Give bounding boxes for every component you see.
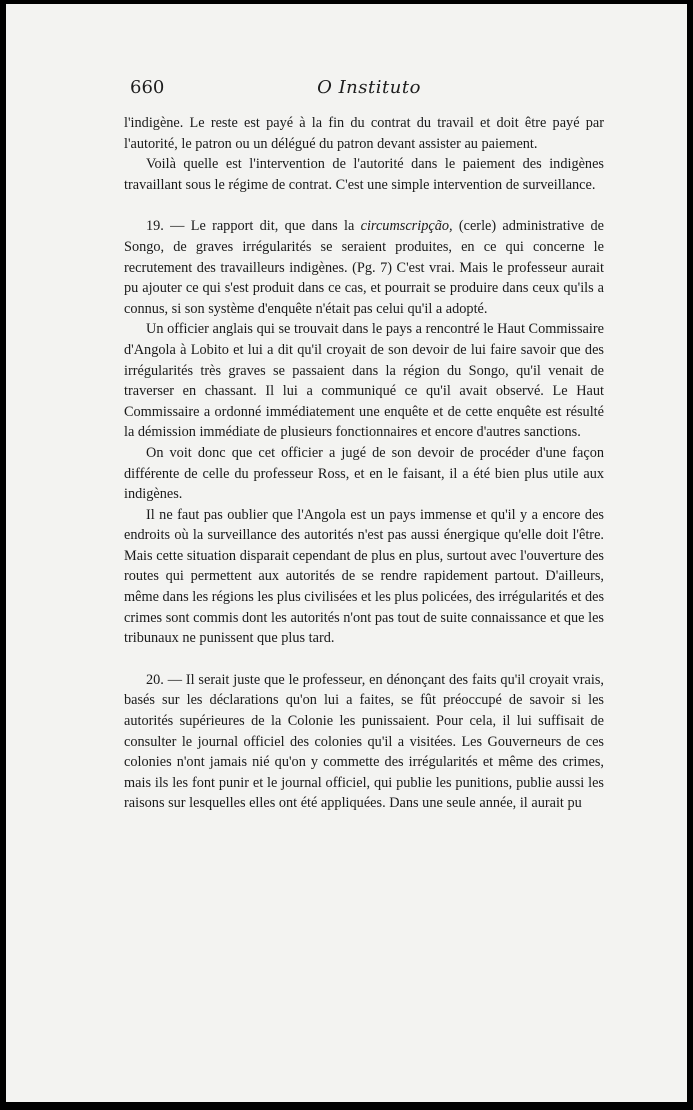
section-19-lead: 19. — Le rapport dit, que dans la (146, 218, 361, 235)
paragraph-intervention: Voilà quelle est l'intervention de l'autorité dans le paiement des indigènes travaillant sous le régime de contrat. C'est une simple intervention de surveillance. (124, 156, 604, 193)
paragraph-section-19 (124, 216, 604, 319)
paragraph-payment-end: l'indigène. Le reste est payé à la fin du contrat du travail et doit être payé par l'autorité, le patron ou un délégué du patron devant assister au paiement. (124, 115, 604, 152)
paragraph-section-20: 20. — Il serait juste que le professeur, en dénonçant des faits qu'il croyait vrais, basés sur les déclarations qu'on lui a faites, se fût préoccupé de savoir si les autorités supérieures de la Colonie les punissaient. Pour cela, il lui suffisait de consulter le journal officiel des colonies qu'il a visitées. Les Gouverneurs de ces colonies n'ont jamais nié qu'on y commette des irrégularités et même des crimes, mais ils les font punir et le journal officiel, qui publie les punitions, publie aussi les raisons sur lesquelles elles ont été appliquées. Dans une seule année, il aurait pu (124, 671, 604, 812)
paragraph-angola-immense: Il ne faut pas oublier que l'Angola est un pays immense et qu'il y a encore des endroits où la surveillance des autorités n'est pas aussi énergique qu'elle doit l'être. Mais cette situation disparait cependant de plus en plus, surtout avec l'ouverture des routes qui permettent aux autorités de se rendre rapidement partout. D'ailleurs, même dans les régions les plus civilisées et les plus policées, des irrégularités et des crimes sont commis dont les autorités n'ont pas tout de suite connaissance et que les tribunaux ne punissent que plus tard. (124, 506, 605, 647)
section-19-rest: (cerle) administrative de Songo, de graves irrégularités se seraient produites, en ce qui concerne le recrutement des travailleurs indigènes. (Pg. 7) C'est vrai. Mais le professeur aurait pu ajouter ce qui s'est produit dans ce cas, et pourrait se produire dans ceux qu'ils a connus, si son système d'enquête n'était pas celui qu'il a adopté. (124, 218, 604, 317)
section-gap (124, 649, 604, 670)
body-text (124, 113, 604, 814)
paragraph-english-officer: Un officier anglais qui se trouvait dans le pays a rencontré le Haut Commissaire d'Angola à Lobito et lui a dit qu'il croyait de son devoir de lui faire savoir que des irrégularités très graves se passaient dans la région du Songo, qu'il venait de traverser en chassant. Il lui a communiqué ce qu'il avait observé. Le Haut Commissaire a ordonné immédiatement une enquête et de cette enquête est résulté la démission immédiate de plusieurs fonctionnaires et encore d'autres sanctions. (124, 321, 604, 441)
paragraph-officer-duty: On voit donc que cet officier a jugé de son devoir de procéder d'une façon différente de celle du professeur Ross, et en le faisant, il a été bien plus utile aux indigènes. (124, 444, 604, 503)
page-number: 660 (130, 77, 165, 98)
circumscricao-term: circumscripção, (360, 218, 453, 235)
section-gap (124, 195, 604, 216)
page-header (130, 77, 608, 107)
running-title: O Instituto (317, 77, 421, 98)
